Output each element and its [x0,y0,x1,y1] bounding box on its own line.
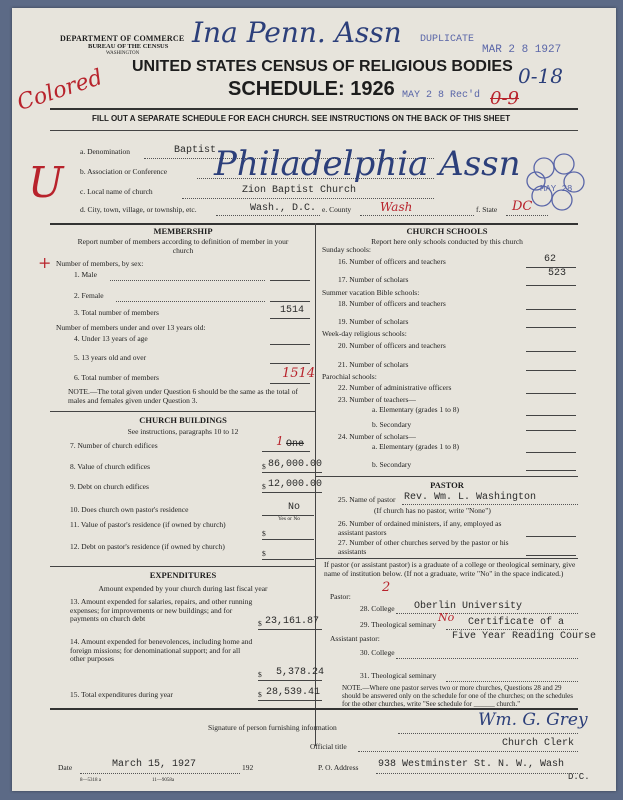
city-label-field: d. City, town, village, or township, etc. [80,205,197,214]
church-name-value: Zion Baptist Church [242,185,357,196]
q25-hint: (If church has no pastor, write "None") [374,506,491,515]
q23a-line [526,415,576,416]
q21-line [526,370,576,371]
membership-by-age: Number of members under and over 13 years old: [56,323,206,332]
address-suffix: D.C. [568,772,590,782]
stamp-may-28: MAY 28 [540,184,573,194]
city-value: Wash., D.C. [250,203,317,214]
q15-value: 28,539.41 [266,687,321,698]
q28-line [396,613,578,614]
q10-hint: Yes or No [278,516,301,522]
q2-leader [116,301,265,302]
q20-line [526,351,576,352]
membership-note: NOTE.—The total given under Question 6 should be the same as the total of males and females given under Question 3. [68,387,298,405]
q23-label: 23. Number of teachers— [338,395,416,404]
q30-label: 30. College [360,648,395,657]
q14-value: 5,378.24 [276,667,325,678]
membership-by-sex: Number of members, by sex: [56,259,144,268]
q9-dollar: $ [262,482,266,491]
q21-label: 21. Number of scholars [338,360,409,369]
asst-label: Assistant pastor: [330,634,380,643]
q22-label: 22. Number of administrative officers [338,383,452,392]
q31-line [446,681,578,682]
sunday-label: Sunday schools: [322,245,371,254]
q15-label: 15. Total expenditures during year [70,690,173,699]
q1-label: 1. Male [74,270,97,279]
association-handwriting: Philadelphia Assn [214,144,521,184]
stamp-duplicate: DUPLICATE [420,34,475,45]
colored-annotation: Colored [14,65,106,116]
q18-label: 18. Number of officers and teachers [338,299,446,308]
q22-line [526,393,576,394]
summer-label: Summer vacation Bible schools: [322,288,420,297]
stamp-date-received: MAR 2 8 1927 [482,44,562,56]
q15-dollar: $ [258,690,262,699]
q28-label: 28. College [360,604,395,613]
denomination-label: a. Denomination [80,147,130,156]
date-label: Date [58,763,73,772]
county-value: Wash [380,200,413,214]
dept-label: DEPARTMENT OF COMMERCE [60,34,185,43]
parochial-label: Parochial schools: [322,372,377,381]
bureau-label: BUREAU OF THE CENSUS [88,43,169,50]
q3-label: 3. Total number of members [74,308,159,317]
q11-line [262,539,314,540]
q5-line [270,363,310,364]
q24a-label: a. Elementary (grades 1 to 8) [372,442,460,451]
pastor-hand-mark: 2 [382,580,391,595]
body-top-rule [50,223,578,225]
buildings-sub: See instructions, paragraphs 10 to 12 [127,427,239,436]
q16-label: 16. Number of officers and teachers [338,257,446,266]
schedule-title: SCHEDULE: 1926 [228,78,395,100]
church-name-label: c. Local name of church [80,187,153,196]
q29-line [446,629,578,630]
census-schedule-sheet [12,8,616,791]
q8-dollar: $ [262,462,266,471]
q29-hand: No [438,611,455,624]
date-year: 192 [242,763,254,772]
schools-bottom-rule [315,476,578,477]
q10-line [262,515,314,516]
q13-value: 23,161.87 [265,616,320,627]
q7-line [262,451,310,452]
form-number: 8—5318 a [80,778,101,783]
q13-line [258,629,322,630]
print-number: 11—9058a [152,778,175,783]
q5-label: 5. 13 years old and over [74,353,147,362]
q3-line [270,318,310,319]
q6-label: 6. Total number of members [74,373,159,382]
q13-label: 13. Amount expended for salaries, repairs, and other running expenses; for improvements or new buildings; and for payments on church debt [70,597,253,624]
q12-dollar: $ [262,549,266,558]
county-line [360,215,474,216]
signature-line [398,733,578,734]
signature-value: Wm. G. Grey [478,710,588,730]
q28-value: Oberlin University [414,601,523,612]
q11-label: 11. Value of pastor's residence (if owned by church) [70,520,226,529]
q17-label: 17. Number of scholars [338,275,409,284]
membership-sub: Report number of members according to definition of member in your church [77,237,289,255]
q10-label: 10. Does church own pastor's residence [70,505,189,514]
q9-label: 9. Debt on church edifices [70,482,149,491]
q25-label: 25. Name of pastor [338,495,396,504]
official-title-label: Official title [310,742,347,751]
flower-doodle [524,148,588,218]
q26-label: 26. Number of ordained ministers, if any, employed as assistant pastors [338,519,502,537]
q24a-line [526,452,576,453]
address-line [376,773,578,774]
q11-dollar: $ [262,529,266,538]
weekday-label: Week-day religious schools: [322,329,407,338]
pastor-title: PASTOR [430,480,464,490]
q10-value: No [288,502,301,513]
q6-line [270,383,310,384]
address-value: 938 Westminster St. N. W., Wash [378,759,565,770]
q7-value: One [286,439,305,450]
header-rule-2 [50,130,578,131]
q29-label: 29. Theological seminary [360,620,437,629]
q24-label: 24. Number of scholars— [338,432,416,441]
q9-value: 12,000.00 [268,479,323,490]
q25-line [402,504,578,505]
u-annotation: U [28,158,64,207]
q2-label: 2. Female [74,291,104,300]
buildings-bottom-rule [50,566,315,567]
official-title-value: Church Clerk [502,738,575,749]
schools-sub: Report here only schools conducted by this church [371,237,523,246]
pastor-sub-label: Pastor: [330,592,351,601]
top-handwriting: Ina Penn. Assn [192,16,402,49]
church-name-line [182,198,434,199]
membership-bottom-rule [50,411,315,412]
stamp-date-may: MAY 2 8 Rec'd [402,90,481,101]
pastor-note: NOTE.—Where one pastor serves two or more churches, Questions 28 and 29 should be answered only on the schedule for one of the churches; on the schedules for the other churches, write "See schedule for ______ church." [342,684,573,709]
form-title: UNITED STATES CENSUS OF RELIGIOUS BODIES [132,58,513,75]
q23b-line [526,430,576,431]
q14-line [258,680,322,681]
grad-note: If pastor (or assistant pastor) is a graduate of a college or theological seminary, give name of institution below. (If not a graduate, write "No" in the space indicated.) [324,560,576,578]
q23a-label: a. Elementary (grades 1 to 8) [372,405,460,414]
membership-title: MEMBERSHIP [153,226,213,236]
q30-line [396,658,578,659]
q26-line [526,536,576,537]
association-label: b. Association or Conference [80,167,168,176]
q20-label: 20. Number of officers and teachers [338,341,446,350]
q12-line [262,559,314,560]
q4-label: 4. Under 13 years of age [74,334,148,343]
q8-label: 8. Value of church edifices [70,462,151,471]
q17-line [526,285,576,286]
q8-value: 86,000.00 [268,459,323,470]
q6-value: 1514 [282,366,316,381]
q19-line [526,327,576,328]
q27-label: 27. Number of other churches served by the pastor or his assistants [338,538,509,556]
q13-dollar: $ [258,619,262,628]
q27-line [526,555,576,556]
q29-value-2: Five Year Reading Course [452,631,597,642]
q1-leader [110,280,265,281]
q9-line [262,492,322,493]
q14-dollar: $ [258,670,262,679]
code-annotation-2: 0-9 [490,88,519,109]
q8-line [262,472,322,473]
q18-line [526,309,576,310]
q7-label: 7. Number of church edifices [70,441,158,450]
x-mark: + [38,253,52,272]
code-annotation-1: 0-18 [518,64,563,88]
state-label: f. State [476,205,498,214]
q15-line [258,700,322,701]
expenditures-title: EXPENDITURES [149,570,217,580]
q24b-label: b. Secondary [372,460,412,469]
q29-value: Certificate of a [468,617,565,628]
q25-value: Rev. Wm. L. Washington [404,492,537,503]
q12-label: 12. Debt on pastor's residence (if owned by church) [70,542,225,551]
q17-value: 523 [548,268,567,279]
q31-label: 31. Theological seminary [360,671,437,680]
pastor-mid-rule [315,558,578,559]
q14-label: 14. Amount expended for benevolences, including home and foreign missions; for denominational support; and for all other purposes [70,637,253,664]
address-label: P. O. Address [318,763,359,772]
schools-title: CHURCH SCHOOLS [406,226,488,236]
date-value: March 15, 1927 [112,759,197,770]
q19-label: 19. Number of scholars [338,317,409,326]
date-line [80,773,240,774]
signature-label: Signature of person furnishing information [208,723,337,732]
city-line [216,215,320,216]
expenditures-sub: Amount expended by your church during last fiscal year [98,584,268,593]
q7-hand: 1 [276,434,284,448]
q23b-label: b. Secondary [372,420,412,429]
q3-value: 1514 [280,305,305,316]
state-value: DC [512,199,533,214]
q24b-line [526,470,576,471]
q4-line [270,344,310,345]
denomination-value: Baptist [174,145,217,156]
city-label: WASHINGTON [106,51,140,56]
instructions-line: FILL OUT A SEPARATE SCHEDULE FOR EACH CHURCH. SEE INSTRUCTIONS ON THE BACK OF THIS SHEET [92,114,511,123]
official-title-line [358,751,578,752]
buildings-title: CHURCH BUILDINGS [139,415,227,425]
q1-line [270,280,310,281]
q2-line [270,301,310,302]
q16-value: 62 [544,254,557,265]
county-label: e. County [322,205,352,214]
